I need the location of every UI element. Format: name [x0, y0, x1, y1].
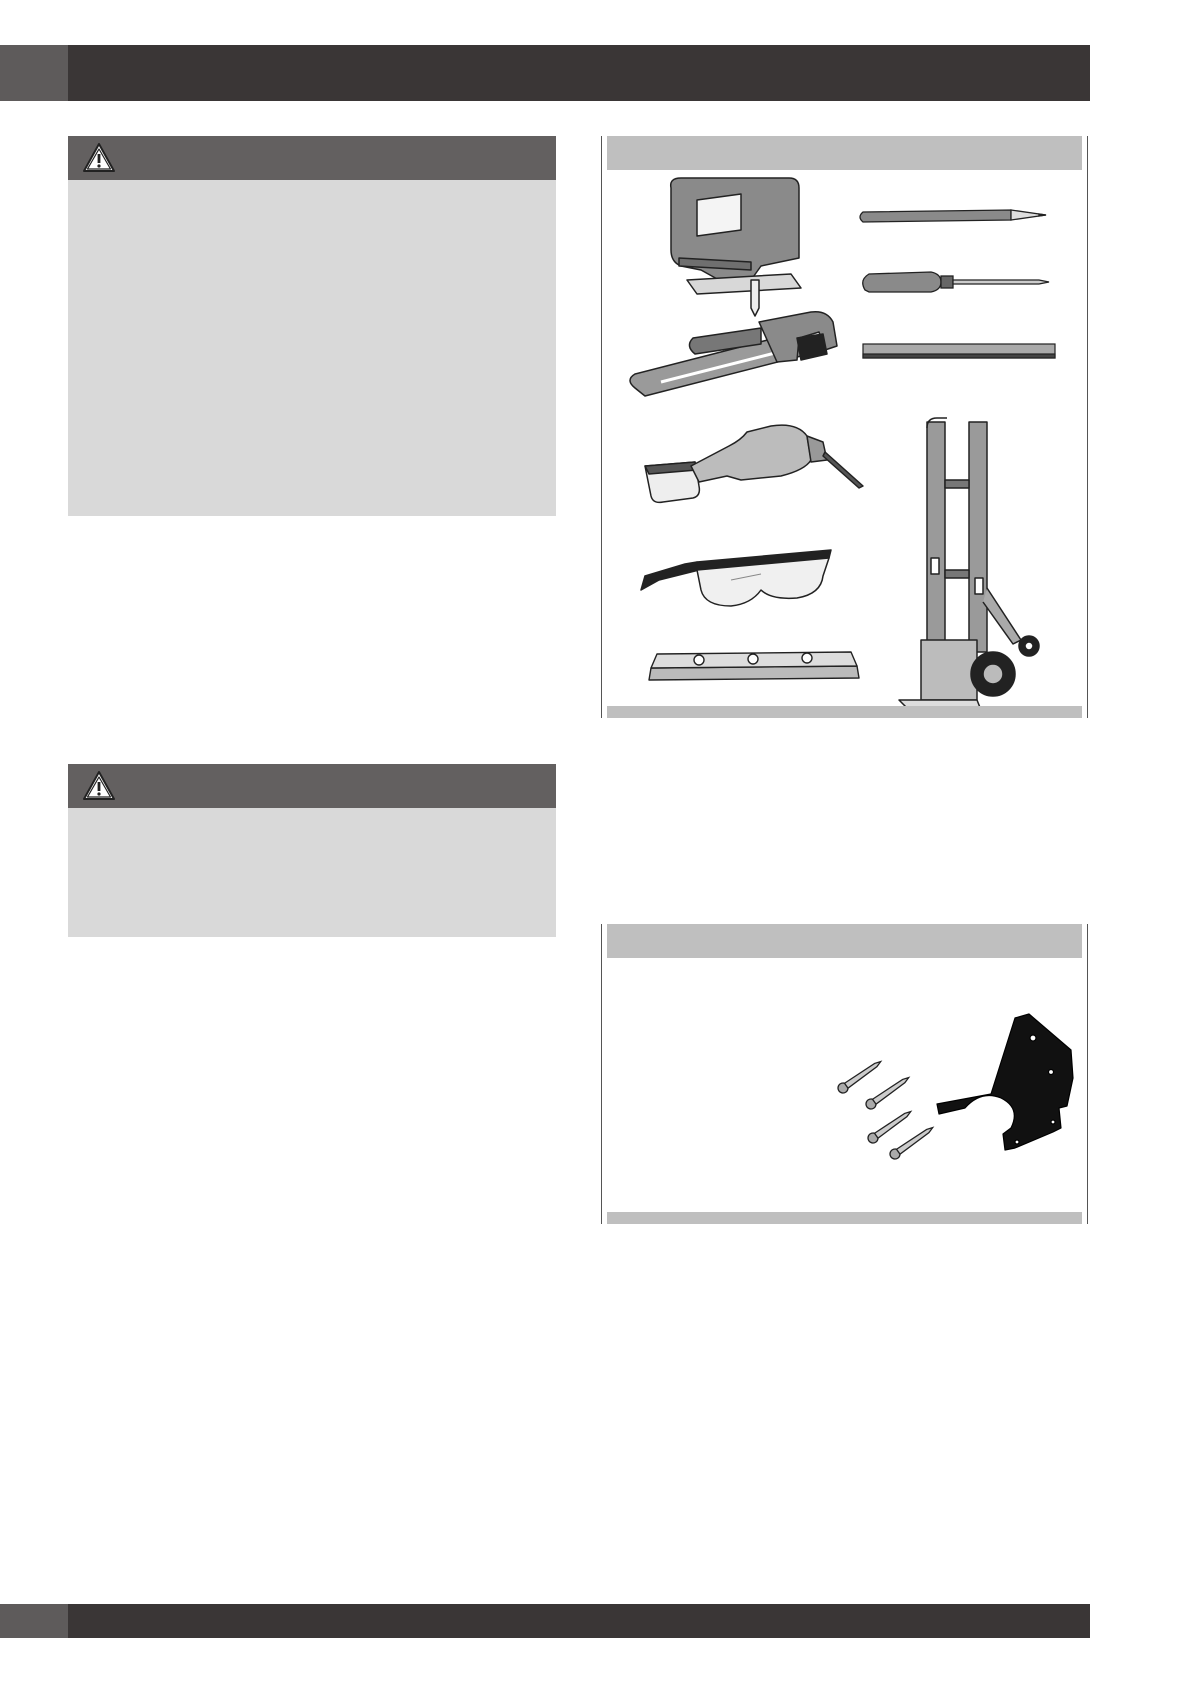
- level-icon: [649, 652, 859, 680]
- parts-illustration: [601, 958, 1088, 1212]
- drill-icon: [645, 425, 863, 502]
- panel-footer: [607, 706, 1082, 718]
- pipe-wrench-icon: [630, 312, 837, 396]
- panel-footer: [607, 1212, 1082, 1224]
- screwdriver-icon: [863, 272, 1049, 292]
- parts-panel: [601, 924, 1088, 1224]
- panel-header: [607, 136, 1082, 170]
- panel-header: [607, 924, 1082, 958]
- header-band: [0, 45, 1090, 101]
- tools-panel: [601, 136, 1088, 718]
- safety-glasses-icon: [641, 550, 831, 606]
- footer-band: [0, 1604, 1090, 1638]
- header-tab: [0, 45, 68, 101]
- warning-triangle-icon: [82, 142, 116, 174]
- warning-header: [68, 136, 556, 180]
- tools-illustration: [601, 170, 1088, 706]
- pencil-icon: [860, 210, 1046, 222]
- jigsaw-icon: [671, 178, 801, 316]
- hand-truck-icon: [899, 418, 1039, 706]
- footer-tab: [0, 1604, 68, 1638]
- anti-tip-bracket-icon: [937, 1014, 1073, 1150]
- warning-header: [68, 764, 556, 808]
- warning-box-1: [68, 136, 556, 516]
- warning-triangle-icon: [82, 770, 116, 802]
- warning-box-2: [68, 764, 556, 937]
- tape-measure-icon: [863, 344, 1055, 358]
- screws-icon: [836, 1058, 936, 1161]
